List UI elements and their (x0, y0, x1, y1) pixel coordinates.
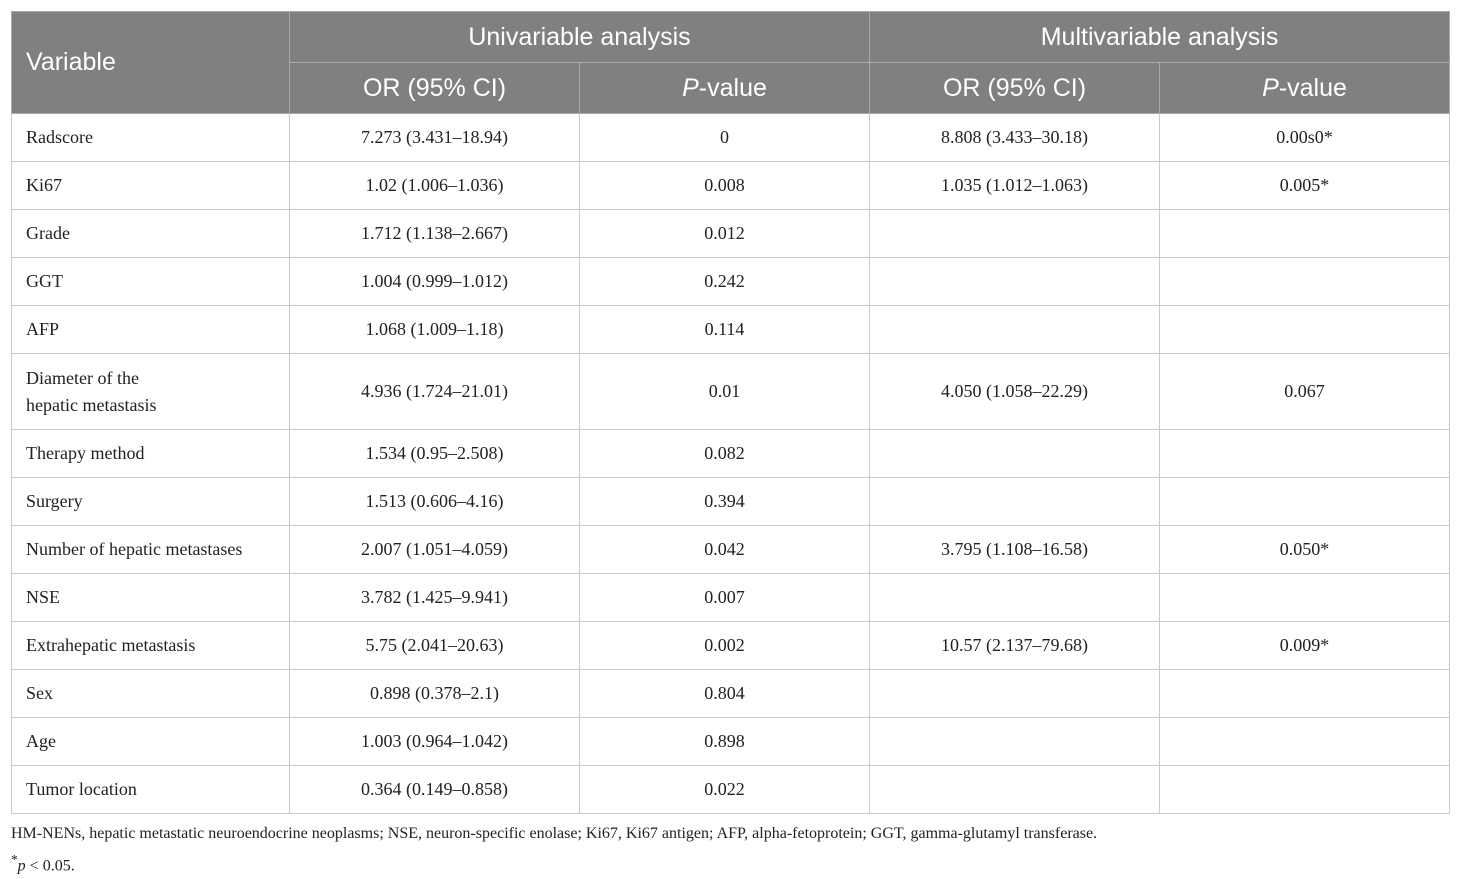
table-row (12, 258, 1450, 306)
cell-uni-or: 1.003 (0.964–1.042) (290, 718, 580, 766)
header-uni-p-value: P-value (580, 63, 870, 114)
cell-uni-p: 0.002 (580, 622, 870, 670)
header-multi-p-value: P-value (1160, 63, 1450, 114)
cell-multi-p (1160, 478, 1450, 526)
cell-variable: Diameter of the hepatic metastasis (12, 354, 290, 430)
table-body (12, 114, 1450, 814)
cell-uni-or: 0.364 (0.149–0.858) (290, 766, 580, 814)
cell-uni-or: 2.007 (1.051–4.059) (290, 526, 580, 574)
cell-multi-or (870, 306, 1160, 354)
table-row (12, 162, 1450, 210)
cell-multi-p (1160, 670, 1450, 718)
header-variable: Variable (12, 12, 290, 114)
cell-multi-or: 4.050 (1.058–22.29) (870, 354, 1160, 430)
cell-multi-or (870, 670, 1160, 718)
cell-uni-or: 1.712 (1.138–2.667) (290, 210, 580, 258)
cell-uni-p: 0.008 (580, 162, 870, 210)
cell-uni-or: 4.936 (1.724–21.01) (290, 354, 580, 430)
table-row (12, 718, 1450, 766)
cell-uni-p: 0.898 (580, 718, 870, 766)
cell-multi-or: 8.808 (3.433–30.18) (870, 114, 1160, 162)
cell-variable: Tumor location (12, 766, 290, 814)
cell-uni-p: 0.042 (580, 526, 870, 574)
header-multivariable: Multivariable analysis (870, 12, 1450, 63)
cell-multi-p: 0.067 (1160, 354, 1450, 430)
cell-variable: Sex (12, 670, 290, 718)
cell-variable: Grade (12, 210, 290, 258)
cell-variable: Radscore (12, 114, 290, 162)
cell-uni-p: 0.114 (580, 306, 870, 354)
cell-multi-or (870, 258, 1160, 306)
cell-variable: NSE (12, 574, 290, 622)
results-table-container (11, 11, 1449, 814)
cell-uni-p: 0.082 (580, 430, 870, 478)
cell-variable: Therapy method (12, 430, 290, 478)
cell-uni-or: 1.513 (0.606–4.16) (290, 478, 580, 526)
cell-variable: Extrahepatic metastasis (12, 622, 290, 670)
cell-uni-or: 1.068 (1.009–1.18) (290, 306, 580, 354)
cell-variable: Ki67 (12, 162, 290, 210)
cell-multi-or (870, 478, 1160, 526)
cell-uni-or: 5.75 (2.041–20.63) (290, 622, 580, 670)
cell-multi-or: 3.795 (1.108–16.58) (870, 526, 1160, 574)
cell-variable: Number of hepatic metastases (12, 526, 290, 574)
cell-uni-p: 0.012 (580, 210, 870, 258)
cell-uni-p: 0.242 (580, 258, 870, 306)
cell-multi-p: 0.00s0* (1160, 114, 1450, 162)
cell-variable: GGT (12, 258, 290, 306)
table-footnote (11, 821, 1449, 879)
table-row (12, 114, 1450, 162)
table-row (12, 354, 1450, 430)
cell-multi-or (870, 718, 1160, 766)
cell-multi-p: 0.009* (1160, 622, 1450, 670)
logistic-regression-table (11, 11, 1450, 814)
cell-uni-p: 0.01 (580, 354, 870, 430)
footnote-abbreviations: HM-NENs, hepatic metastatic neuroendocrine neoplasms; NSE, neuron-specific enolase; Ki67, Ki67 antigen; AFP, alpha-fetoprotein; GGT, gamma-glutamyl transferase. (11, 825, 1098, 842)
cell-uni-p: 0.007 (580, 574, 870, 622)
cell-variable: Surgery (12, 478, 290, 526)
cell-multi-p (1160, 430, 1450, 478)
table-row (12, 574, 1450, 622)
table-row (12, 478, 1450, 526)
table-row (12, 670, 1450, 718)
cell-uni-p: 0 (580, 114, 870, 162)
cell-uni-or: 3.782 (1.425–9.941) (290, 574, 580, 622)
cell-uni-p: 0.022 (580, 766, 870, 814)
cell-multi-or (870, 766, 1160, 814)
cell-multi-p (1160, 766, 1450, 814)
cell-multi-p: 0.005* (1160, 162, 1450, 210)
cell-multi-p (1160, 210, 1450, 258)
cell-uni-or: 7.273 (3.431–18.94) (290, 114, 580, 162)
cell-uni-or: 1.02 (1.006–1.036) (290, 162, 580, 210)
cell-uni-or: 0.898 (0.378–2.1) (290, 670, 580, 718)
cell-multi-or (870, 574, 1160, 622)
cell-uni-p: 0.394 (580, 478, 870, 526)
cell-multi-or (870, 210, 1160, 258)
cell-uni-p: 0.804 (580, 670, 870, 718)
header-uni-or-ci: OR (95% CI) (290, 63, 580, 114)
cell-multi-p (1160, 574, 1450, 622)
cell-multi-p (1160, 258, 1450, 306)
table-row (12, 622, 1450, 670)
table-row (12, 306, 1450, 354)
cell-uni-or: 1.534 (0.95–2.508) (290, 430, 580, 478)
table-row (12, 526, 1450, 574)
cell-multi-or (870, 430, 1160, 478)
cell-multi-or: 10.57 (2.137–79.68) (870, 622, 1160, 670)
table-header (12, 12, 1450, 114)
cell-variable: AFP (12, 306, 290, 354)
cell-multi-p (1160, 718, 1450, 766)
table-row (12, 430, 1450, 478)
cell-multi-p (1160, 306, 1450, 354)
table-row (12, 766, 1450, 814)
table-row (12, 210, 1450, 258)
header-multi-or-ci: OR (95% CI) (870, 63, 1160, 114)
header-univariable: Univariable analysis (290, 12, 870, 63)
footnote-significance: *p < 0.05. (11, 852, 75, 875)
cell-uni-or: 1.004 (0.999–1.012) (290, 258, 580, 306)
cell-variable: Age (12, 718, 290, 766)
cell-multi-or: 1.035 (1.012–1.063) (870, 162, 1160, 210)
cell-multi-p: 0.050* (1160, 526, 1450, 574)
